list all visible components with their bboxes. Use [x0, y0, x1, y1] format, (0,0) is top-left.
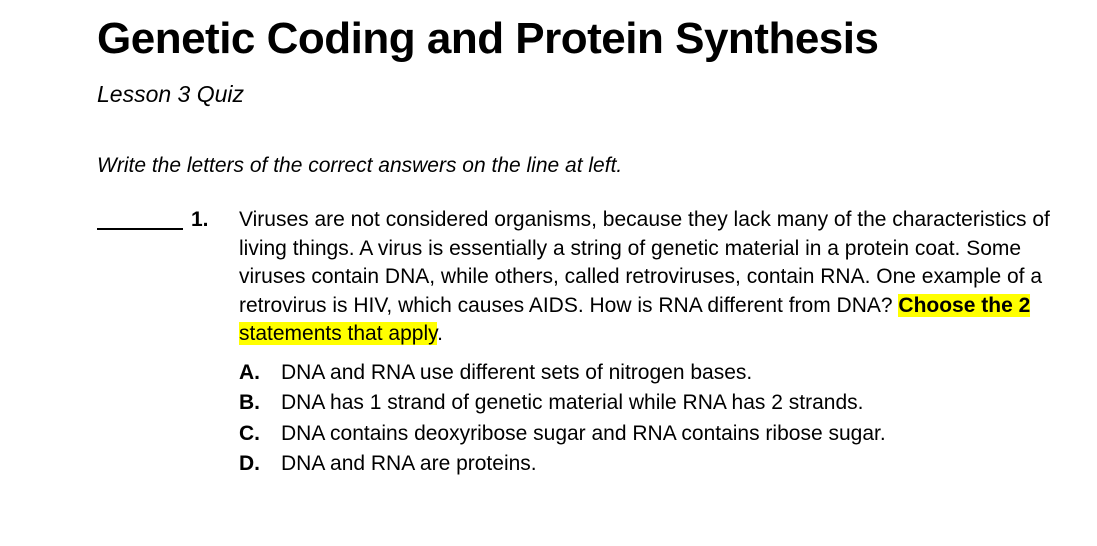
choice-a-letter: A. — [239, 360, 260, 384]
choice-c[interactable] — [239, 419, 1064, 449]
question-highlight-rest: statements that apply — [239, 322, 438, 346]
answer-blank-line[interactable] — [97, 208, 183, 230]
choice-b-letter: B. — [239, 391, 260, 415]
choice-d-letter: D. — [239, 452, 260, 476]
choice-b-text: DNA has 1 strand of genetic material while RNA has 2 strands. — [281, 391, 864, 415]
choice-c-text: DNA contains deoxyribose sugar and RNA contains ribose sugar. — [281, 421, 886, 445]
choice-a[interactable] — [239, 358, 1064, 388]
choice-c-letter: C. — [239, 421, 260, 445]
choice-d[interactable] — [239, 449, 1064, 479]
question-item — [97, 206, 1067, 479]
choice-b[interactable] — [239, 388, 1064, 418]
quiz-instructions: Write the letters of the correct answers on the line at left. — [97, 153, 623, 177]
question-text-main: Viruses are not considered organisms, because they lack many of the characteristics of living things. A virus is essentially a string of genetic material in a protein coat. Some viruses contain DNA, while others, called retroviruses, contain RNA. One example of a retrovirus is HIV, which causes AIDS. How is RNA different from DNA? — [239, 208, 1050, 317]
question-number: 1. — [191, 208, 209, 232]
choice-a-text: DNA and RNA use different sets of nitrogen bases. — [281, 360, 753, 384]
question-highlight-bold: Choose the 2 — [898, 293, 1031, 317]
question-text — [239, 206, 1064, 349]
page-title: Genetic Coding and Protein Synthesis — [97, 14, 879, 63]
question-body — [239, 206, 1064, 479]
document-subtitle: Lesson 3 Quiz — [97, 81, 245, 108]
choice-d-text: DNA and RNA are proteins. — [281, 452, 537, 476]
question-text-tail: . — [437, 322, 443, 346]
answer-choices — [239, 358, 1064, 480]
